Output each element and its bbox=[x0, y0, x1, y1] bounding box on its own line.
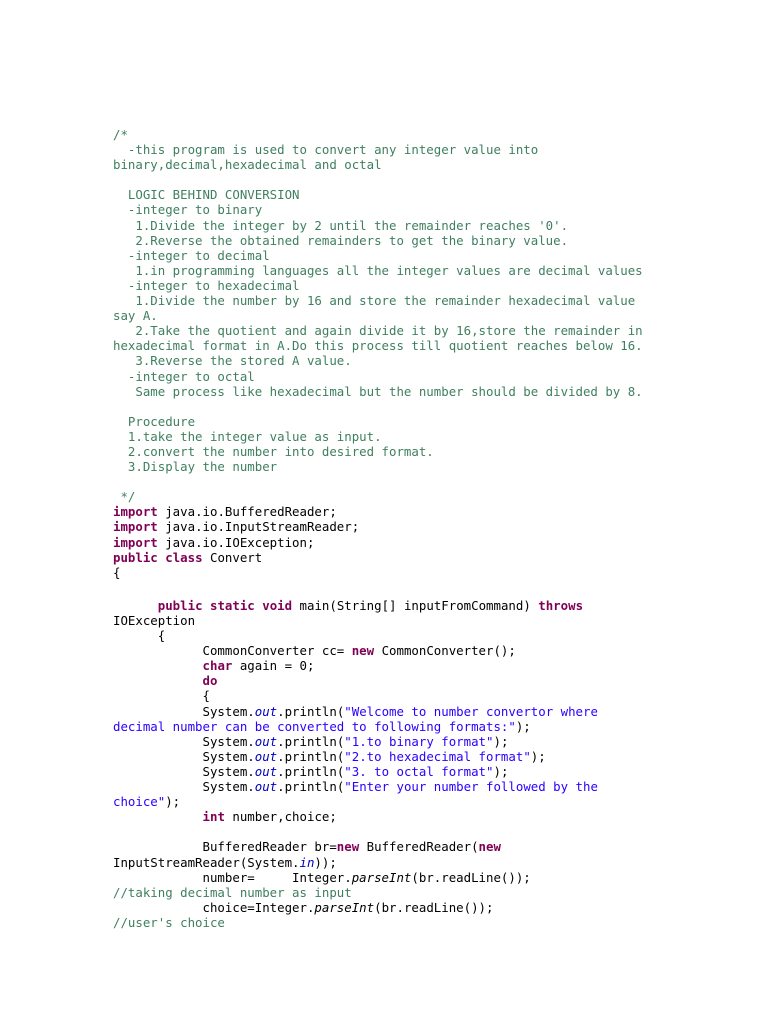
code-text: ); bbox=[493, 763, 509, 779]
keyword: import bbox=[113, 519, 158, 535]
line-comment: //taking decimal number as input bbox=[113, 884, 352, 900]
comment-line: Procedure bbox=[113, 413, 196, 429]
field-ref: in bbox=[299, 854, 315, 870]
comment-line: 1.take the integer value as input. bbox=[113, 428, 382, 444]
comment-line: -integer to binary bbox=[113, 202, 263, 218]
comment-line: -integer to octal bbox=[113, 368, 255, 384]
code-text: .println( bbox=[277, 763, 345, 779]
brace-line: { bbox=[113, 688, 210, 704]
field-ref: out bbox=[254, 748, 278, 764]
comment-line: 2.Reverse the obtained remainders to get the binary value. bbox=[113, 232, 569, 248]
code-line bbox=[113, 734, 763, 749]
indent bbox=[113, 673, 203, 688]
code-line bbox=[113, 719, 763, 734]
comment-line: 3.Reverse the stored A value. bbox=[113, 353, 352, 369]
code-text: BufferedReader br= bbox=[113, 839, 337, 855]
method-ref: parseInt bbox=[314, 899, 375, 915]
code-line bbox=[113, 809, 763, 824]
code-line bbox=[113, 643, 763, 658]
string-literal: "Enter your number followed by the bbox=[344, 779, 598, 795]
code-text: number,choice; bbox=[224, 809, 337, 825]
code-text: java.io.BufferedReader; bbox=[157, 504, 337, 520]
main-declaration bbox=[113, 598, 763, 613]
code-text: BufferedReader( bbox=[359, 839, 479, 855]
code-text: .println( bbox=[277, 703, 345, 719]
indent bbox=[113, 598, 158, 613]
indent bbox=[113, 809, 203, 824]
code-text: java.io.InputStreamReader; bbox=[157, 519, 360, 535]
blank-line bbox=[113, 399, 763, 414]
brace-line: { bbox=[113, 628, 166, 644]
field-ref: out bbox=[254, 703, 278, 719]
blank-line bbox=[113, 172, 763, 187]
comment-line: hexadecimal format in A.Do this process till quotient reaches below 16. bbox=[113, 338, 643, 354]
code-line bbox=[113, 704, 763, 719]
blank-line bbox=[113, 824, 763, 839]
import-line bbox=[113, 535, 763, 550]
code-line: IOException bbox=[113, 613, 196, 628]
code-text: (br.readLine()); bbox=[374, 899, 494, 915]
block-comment bbox=[113, 127, 763, 504]
keyword: public bbox=[113, 549, 158, 565]
comment-line: binary,decimal,hexadecimal and octal bbox=[113, 157, 382, 173]
code-line bbox=[113, 855, 763, 870]
keyword: import bbox=[113, 504, 158, 520]
comment-line: -this program is used to convert any integer value into bbox=[113, 142, 539, 158]
field-ref: out bbox=[254, 779, 278, 795]
string-literal: "3. to octal format" bbox=[344, 763, 494, 779]
string-literal: "Welcome to number convertor where bbox=[344, 703, 598, 719]
code-text: System. bbox=[113, 733, 255, 749]
string-literal: choice" bbox=[113, 794, 166, 810]
code-text: ); bbox=[165, 794, 181, 810]
code-text: CommonConverter cc= bbox=[113, 643, 352, 659]
blank-line bbox=[113, 580, 763, 595]
code-line bbox=[113, 839, 763, 854]
code-text: ); bbox=[493, 733, 509, 749]
code-listing bbox=[113, 127, 763, 930]
method-ref: parseInt bbox=[351, 869, 412, 885]
code-text: )); bbox=[314, 854, 337, 870]
keyword: public bbox=[157, 597, 203, 613]
line-comment: //user's choice bbox=[113, 914, 225, 930]
code-text: CommonConverter(); bbox=[374, 643, 516, 659]
keyword: int bbox=[202, 809, 225, 825]
field-ref: out bbox=[254, 733, 278, 749]
comment-line: 1.in programming languages all the integer values are decimal values bbox=[113, 262, 643, 278]
code-line bbox=[113, 749, 763, 764]
code-line bbox=[113, 794, 763, 809]
comment-line: 3.Display the number bbox=[113, 459, 278, 475]
string-literal: "2.to hexadecimal format" bbox=[344, 748, 531, 764]
comment-line: */ bbox=[113, 489, 136, 505]
blank-line bbox=[113, 474, 763, 489]
code-line bbox=[113, 779, 763, 794]
code-text: again = 0; bbox=[232, 658, 315, 674]
comment-line: 2.convert the number into desired format. bbox=[113, 443, 434, 459]
class-name: Convert bbox=[202, 549, 263, 565]
comment-line: /* bbox=[113, 127, 128, 142]
code-line bbox=[113, 658, 763, 673]
keyword: char bbox=[202, 658, 233, 674]
code-line bbox=[113, 764, 763, 779]
code-text: java.io.IOException; bbox=[157, 534, 315, 550]
code-text: System. bbox=[113, 703, 255, 719]
code-line bbox=[113, 673, 763, 688]
class-declaration bbox=[113, 550, 763, 565]
string-literal: decimal number can be converted to following formats:" bbox=[113, 718, 516, 734]
code-line bbox=[113, 900, 763, 915]
code-line bbox=[113, 870, 763, 885]
keyword: new bbox=[478, 839, 501, 855]
keyword: new bbox=[336, 839, 360, 855]
comment-line: 1.Divide the integer by 2 until the remainder reaches '0'. bbox=[113, 217, 569, 233]
comment-line: -integer to decimal bbox=[113, 247, 270, 263]
comment-line: 2.Take the quotient and again divide it by 16,store the remainder in bbox=[113, 323, 643, 339]
code-text: .println( bbox=[277, 733, 345, 749]
comment-line: 1.Divide the number by 16 and store the remainder hexadecimal value bbox=[113, 293, 636, 309]
keyword: static bbox=[210, 597, 255, 613]
string-literal: "1.to binary format" bbox=[344, 733, 494, 749]
code-text: InputStreamReader(System. bbox=[113, 854, 300, 870]
code-text: ); bbox=[515, 718, 531, 734]
comment-line: LOGIC BEHIND CONVERSION bbox=[113, 187, 300, 203]
comment-line: -integer to hexadecimal bbox=[113, 277, 300, 293]
keyword: class bbox=[165, 549, 203, 565]
keyword: do bbox=[202, 673, 218, 689]
indent bbox=[113, 658, 203, 673]
keyword: void bbox=[262, 597, 293, 613]
code-text: System. bbox=[113, 748, 255, 764]
import-line bbox=[113, 504, 763, 519]
code-text: System. bbox=[113, 779, 255, 795]
keyword: import bbox=[113, 534, 158, 550]
code-text: choice=Integer. bbox=[113, 899, 315, 915]
code-text: (br.readLine()); bbox=[411, 869, 531, 885]
code-text: System. bbox=[113, 763, 255, 779]
code-text: main(String[] inputFromCommand) bbox=[292, 597, 539, 613]
code-text: .println( bbox=[277, 779, 345, 795]
code-text: .println( bbox=[277, 748, 345, 764]
keyword: throws bbox=[538, 597, 584, 613]
comment-line: say A. bbox=[113, 308, 158, 324]
comment-line: Same process like hexadecimal but the number should be divided by 8. bbox=[113, 383, 643, 399]
brace-line: { bbox=[113, 564, 121, 580]
code-text: number= Integer. bbox=[113, 869, 352, 885]
field-ref: out bbox=[254, 763, 278, 779]
import-line bbox=[113, 519, 763, 534]
keyword: new bbox=[351, 643, 375, 659]
code-text: ); bbox=[530, 748, 546, 764]
